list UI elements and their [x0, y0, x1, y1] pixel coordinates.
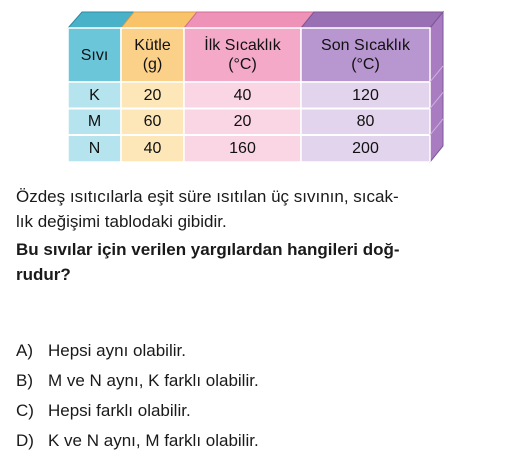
cell-kutle: 20	[143, 86, 162, 104]
header-kutle-label: Kütle	[134, 37, 171, 54]
question-prompt-line: Bu sıvılar için verilen yargılardan hangileri doğ-	[16, 240, 400, 259]
option-text: Hepsi aynı olabilir.	[48, 341, 186, 360]
cell-sivi: K	[89, 86, 100, 104]
option-text: K ve N aynı, M farklı olabilir.	[48, 431, 259, 450]
data-table	[0, 0, 508, 175]
question-stem	[16, 184, 496, 234]
cell-ilk: 20	[233, 113, 252, 130]
question-prompt-line: rudur?	[16, 265, 71, 284]
option-a[interactable]	[16, 336, 496, 366]
cell-son: 120	[352, 86, 379, 104]
cell-son: 80	[356, 113, 375, 130]
header-sivi-label: Sıvı	[80, 46, 109, 64]
header-son-sicaklik	[301, 28, 430, 82]
cell-son: 200	[352, 140, 379, 157]
header-ilk-unit: (°C)	[228, 56, 257, 73]
cell-ilk: 160	[229, 140, 256, 157]
option-letter: D)	[16, 431, 34, 450]
header-kutle	[121, 28, 184, 82]
cell-kutle: 60	[143, 113, 162, 130]
header-son-unit: (°C)	[351, 56, 380, 73]
cell-sivi: N	[88, 140, 101, 157]
option-text: Hepsi farklı olabilir.	[48, 401, 191, 420]
cell-sivi: M	[87, 113, 102, 130]
option-letter: B)	[16, 371, 33, 390]
cell-ilk: 40	[233, 86, 252, 104]
cell-kutle: 40	[143, 140, 162, 157]
question-prompt	[16, 237, 496, 287]
header-ilk-label: İlk Sıcaklık	[204, 37, 281, 54]
option-text: M ve N aynı, K farklı olabilir.	[48, 371, 259, 390]
option-b[interactable]	[16, 366, 496, 396]
question-stem-line: lık değişimi tablodaki gibidir.	[16, 212, 227, 231]
question-block	[16, 184, 496, 287]
option-letter: A)	[16, 341, 33, 360]
answer-options	[16, 336, 496, 456]
header-kutle-unit: (g)	[142, 56, 163, 73]
header-son-label: Son Sıcaklık	[321, 37, 410, 54]
question-stem-line: Özdeş ısıtıcılarla eşit süre ısıtılan üç sıvının, sıcak-	[16, 187, 399, 206]
option-letter: C)	[16, 401, 34, 420]
option-d[interactable]	[16, 426, 496, 456]
option-c[interactable]	[16, 396, 496, 426]
header-sivi	[68, 28, 121, 82]
header-ilk-sicaklik	[184, 28, 301, 82]
